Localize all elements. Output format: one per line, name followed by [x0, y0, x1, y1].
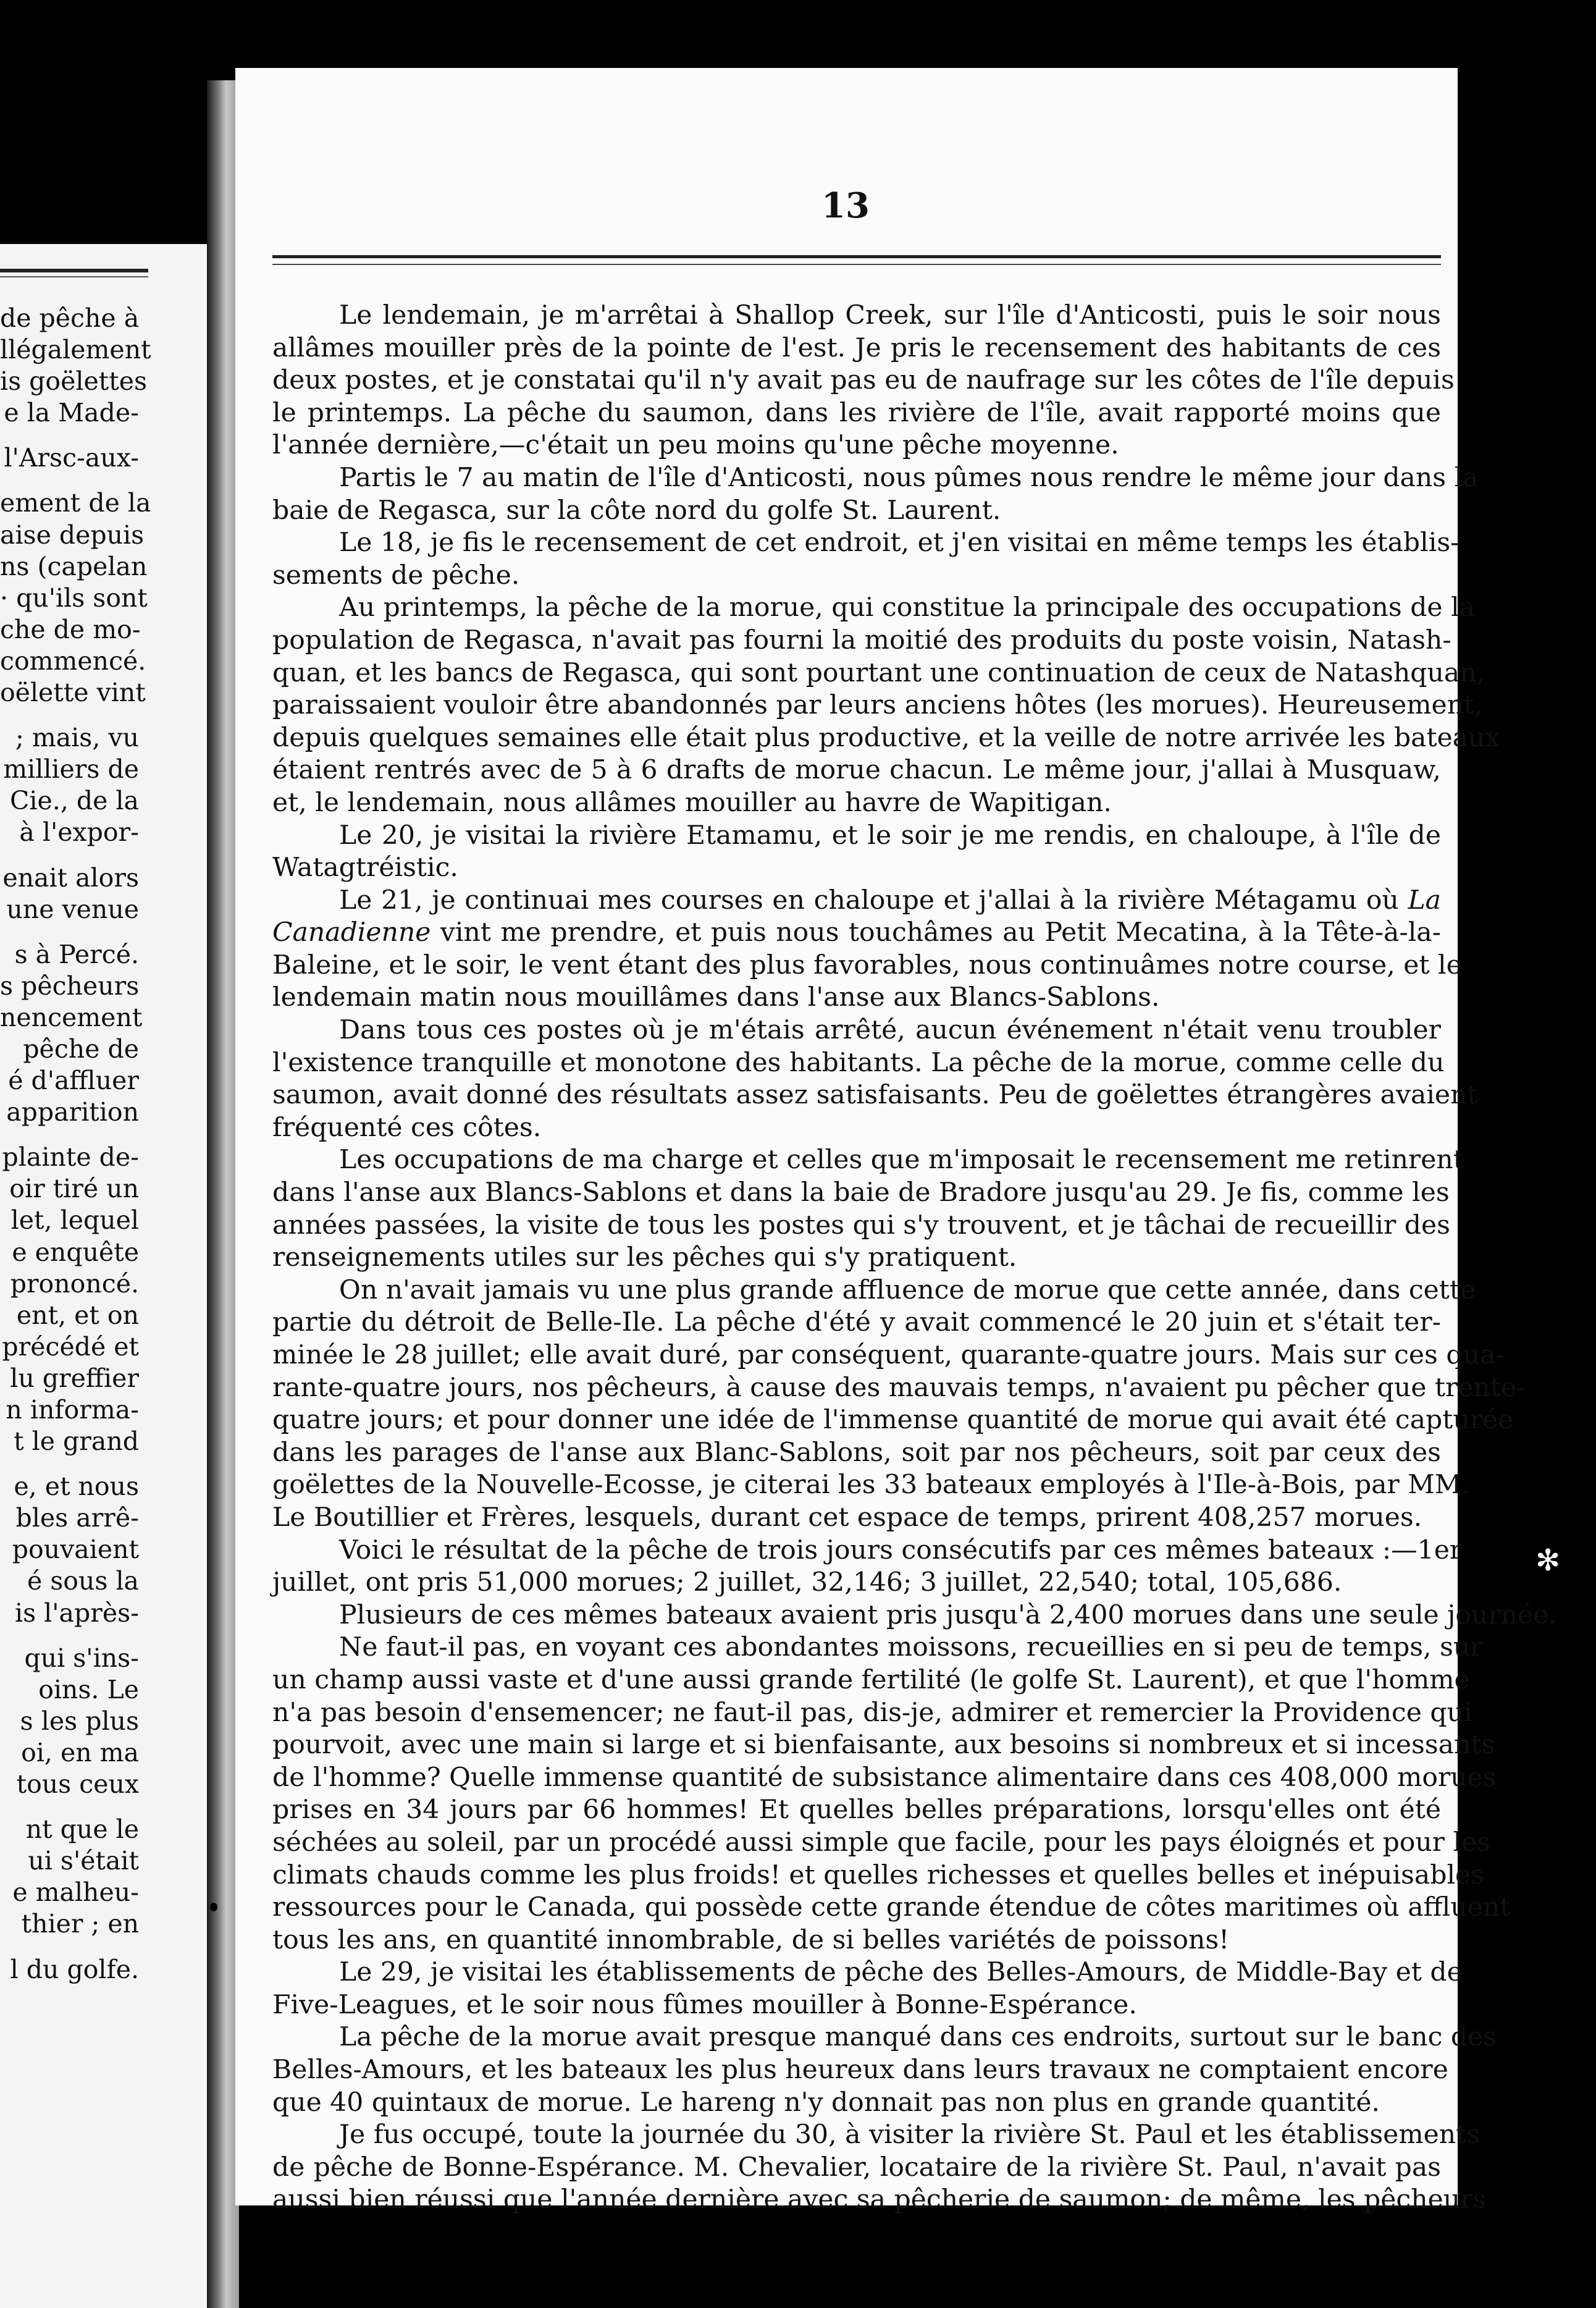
header-rule-thin	[272, 264, 1441, 265]
facing-page-line: let, lequel	[10, 1205, 139, 1236]
facing-page-line: e, et nous	[14, 1472, 139, 1502]
text-line: Dans tous ces postes où je m'étais arrêté, aucun événement n'était venu troubler	[339, 1015, 1441, 1046]
text-line: ressources pour le Canada, qui possède cette grande étendue de côtes maritimes où affluent	[272, 1892, 1511, 1923]
text-line: Ne faut-il pas, en voyant ces abondantes moissons, recueillies en si peu de temps, sur	[339, 1632, 1483, 1663]
facing-page-line: e malheu-	[12, 1877, 139, 1908]
facing-page-line: aise depuis	[0, 520, 145, 550]
text-line: Plusieurs de ces mêmes bateaux avaient pris jusqu'à 2,400 morues dans une seule journée.	[339, 1599, 1557, 1630]
facing-page-line: de pêche à	[0, 303, 140, 333]
margin-ornament: ✻	[1535, 1543, 1561, 1578]
text-line: l'année dernière,—c'était un peu moins qu'une pêche moyenne.	[272, 430, 1119, 461]
text-line: n'a pas besoin d'ensemencer; ne faut-il pas, dis-je, admirer et remercier la Providence qui	[272, 1697, 1472, 1728]
facing-page-line: nencement	[0, 1002, 143, 1032]
facing-page-line: che de mo-	[0, 614, 141, 644]
facing-page-line: bles arrê-	[15, 1503, 139, 1533]
text-line: Watagtréistic.	[272, 853, 458, 883]
facing-page-line: ement de la	[0, 488, 151, 518]
facing-page-line: é d'affluer	[8, 1066, 139, 1096]
facing-page-rule	[0, 269, 148, 272]
facing-page-line: oëlette vint	[0, 678, 146, 708]
text-line: séchées au soleil, par un procédé aussi simple que facile, pour les pays éloignés et pour les	[272, 1827, 1491, 1858]
text-line: aussi bien réussi que l'année dernière avec sa pêcherie de saumon; de même, les pêcheurs	[272, 2184, 1487, 2215]
text-line: Le lendemain, je m'arrêtai à Shallop Creek, sur l'île d'Anticosti, puis le soir nous	[339, 300, 1441, 331]
text-line: rante-quatre jours, nos pêcheurs, à cause des mauvais temps, n'avaient pu pêcher que trente-	[272, 1372, 1526, 1403]
text-line: Le 20, je visitai la rivière Etamamu, et le soir je me rendis, en chaloupe, à l'île de	[339, 820, 1441, 851]
text-line: Le 18, je fis le recensement de cet endroit, et j'en visitai en même temps les établis-	[339, 528, 1460, 558]
text-line: de l'homme? Quelle immense quantité de subsistance alimentaire dans ces 408,000 morues	[272, 1762, 1497, 1793]
text-line: quatre jours; et pour donner une idée de l'immense quantité de morue qui avait été capturée	[272, 1405, 1514, 1436]
text-line: de pêche de Bonne-Espérance. M. Chevalier, locataire de la rivière St. Paul, n'avait pas	[272, 2152, 1441, 2183]
facing-page-line: oins. Le	[38, 1674, 139, 1704]
text-line: années passées, la visite de tous les postes qui s'y trouvent, et je tâchai de recueillir des	[272, 1210, 1450, 1240]
facing-page-line: oir tiré un	[9, 1174, 139, 1204]
facing-page-line: ui s'était	[28, 1846, 139, 1876]
facing-page-line: is goëlettes	[0, 366, 148, 397]
facing-page-line: thier ; en	[21, 1909, 139, 1939]
text-line: climats chauds comme les plus froids! et quelles richesses et quelles belles et inépuisables	[272, 1859, 1484, 1890]
facing-page-line: milliers de	[3, 754, 139, 785]
text-line: Canadienne vint me prendre, et puis nous touchâmes au Petit Mecatina, à la Tête-à-la-	[272, 917, 1441, 948]
facing-page-line: ; mais, vu	[15, 723, 139, 753]
book-spine-shadow	[207, 80, 239, 2308]
facing-page-rule-thin	[0, 276, 148, 277]
facing-page-text	[0, 303, 151, 1986]
facing-page-line: l'Arsc-aux-	[4, 443, 139, 473]
text-line: le printemps. La pêche du saumon, dans les rivière de l'île, avait rapporté moins que	[272, 397, 1441, 428]
facing-page-line: lu greffier	[10, 1363, 139, 1393]
text-line: prises en 34 jours par 66 hommes! Et quelles belles préparations, lorsqu'elles ont été	[272, 1795, 1441, 1826]
facing-page-line: llégalement	[0, 335, 151, 365]
facing-page-line: commencé.	[0, 646, 146, 676]
text-line: allâmes mouiller près de la pointe de l'est. Je pris le recensement des habitants de ces	[272, 332, 1441, 363]
facing-page-line: Cie., de la	[10, 786, 139, 816]
text-line: La pêche de la morue avait presque manqué dans ces endroits, surtout sur le banc des	[339, 2022, 1497, 2053]
facing-page-line: ent, et on	[16, 1300, 139, 1330]
text-line: population de Regasca, n'avait pas fourni la moitié des produits du poste voisin, Natash-	[272, 625, 1451, 655]
text-line: lendemain matin nous mouillâmes dans l'anse aux Blancs-Sablons.	[272, 982, 1160, 1013]
body-text	[272, 300, 1557, 2217]
text-line: Les occupations de ma charge et celles que m'imposait le recensement me retinrent	[339, 1145, 1464, 1176]
facing-page-line: pêche de	[23, 1034, 139, 1064]
text-line: Belles-Amours, et les bateaux les plus heureux dans leurs travaux ne comptaient encore	[272, 2055, 1448, 2086]
text-line: baie de Regasca, sur la côte nord du golfe St. Laurent.	[272, 495, 1001, 526]
facing-page-line: oi, en ma	[21, 1737, 139, 1767]
text-line: goëlettes de la Nouvelle-Ecosse, je citerai les 33 bateaux employés à l'Ile-à-Bois, par MM.	[272, 1470, 1470, 1501]
header-rule	[272, 255, 1441, 258]
facing-page-line: e enquête	[12, 1237, 139, 1267]
facing-page-line: t le grand	[14, 1426, 139, 1457]
page-number: 13	[821, 185, 870, 226]
facing-page-fragment	[0, 244, 207, 2308]
text-line: partie du détroit de Belle-Ile. La pêche d'été y avait commencé le 20 juin et s'était ter-	[272, 1307, 1441, 1338]
facing-page-line: à l'expor-	[19, 817, 139, 848]
facing-page-gap	[0, 1800, 139, 1814]
facing-page-line: nt que le	[25, 1814, 139, 1845]
facing-page-line: apparition	[6, 1097, 139, 1127]
facing-page-line: ns (capelan	[0, 551, 148, 581]
text-line: deux postes, et je constatai qu'il n'y avait pas eu de naufrage sur les côtes de l'île depuis	[272, 365, 1455, 396]
facing-page-line: · qu'ils sont	[0, 583, 148, 613]
text-line: Five-Leagues, et le soir nous fûmes mouiller à Bonne-Espérance.	[272, 1989, 1137, 2020]
text-line: sements de pêche.	[272, 560, 520, 591]
facing-page-line: plainte de-	[2, 1142, 139, 1173]
text-line: Partis le 7 au matin de l'île d'Anticosti, nous pûmes nous rendre le même jour dans la	[339, 462, 1479, 493]
facing-page-line: précédé et	[2, 1331, 139, 1362]
spine-dot	[210, 1903, 217, 1911]
text-line: saumon, avait donné des résultats assez satisfaisants. Peu de goëlettes étrangères avaient	[272, 1080, 1478, 1111]
text-line: On n'avait jamais vu une plus grande affluence de morue que cette année, dans cette	[339, 1274, 1476, 1305]
text-line: Je fus occupé, toute la journée du 30, à visiter la rivière St. Paul et les établissements	[339, 2120, 1480, 2150]
text-line: tous les ans, en quantité innombrable, de si belles variétés de poissons!	[272, 1924, 1230, 1955]
facing-page-line: n informa-	[6, 1395, 139, 1425]
facing-page-gap	[0, 709, 139, 722]
facing-page-line: enait alors	[2, 862, 139, 893]
facing-page-line: s pêcheurs	[0, 971, 140, 1001]
text-line: Le 29, je visitai les établissements de pêche des Belles-Amours, de Middle-Bay et de	[339, 1957, 1463, 1988]
facing-page-line: is l'après-	[14, 1598, 139, 1628]
text-line: l'existence tranquille et monotone des habitants. La pêche de la morue, comme celle du	[272, 1047, 1445, 1078]
facing-page-line: pouvaient	[12, 1535, 139, 1565]
facing-page-gap	[0, 474, 139, 487]
facing-page-gap	[0, 1629, 139, 1643]
facing-page-gap	[0, 849, 139, 862]
facing-page-gap	[0, 1128, 139, 1142]
facing-page-line: tous ceux	[16, 1769, 139, 1800]
text-line: Le 21, je continuai mes courses en chaloupe et j'allai à la rivière Métagamu où La	[339, 885, 1441, 916]
facing-page-line: s les plus	[20, 1706, 139, 1736]
facing-page-gap	[0, 1940, 139, 1954]
text-line: dans l'anse aux Blancs-Sablons et dans la baie de Bradore jusqu'au 29. Je fis, comme les	[272, 1177, 1450, 1208]
text-line: fréquenté ces côtes.	[272, 1112, 542, 1143]
facing-page-line: e la Made-	[4, 398, 139, 428]
text-line: minée le 28 juillet; elle avait duré, par conséquent, quarante-quatre jours. Mais sur ces qua-	[272, 1340, 1505, 1370]
text-line: juillet, ont pris 51,000 morues; 2 juillet, 32,146; 3 juillet, 22,540; total, 105,686.	[272, 1567, 1342, 1598]
text-line: pourvoit, avec une main si large et si bienfaisante, aux besoins si nombreux et si incessants	[272, 1730, 1495, 1761]
facing-page-line: s à Percé.	[14, 939, 139, 969]
text-line: étaient rentrés avec de 5 à 6 drafts de morue chacun. Le même jour, j'allai à Musquaw,	[272, 755, 1441, 786]
facing-page-line: l du golfe.	[10, 1954, 139, 1984]
text-line: quan, et les bancs de Regasca, qui sont pourtant une continuation de ceux de Natashquan,	[272, 657, 1485, 688]
text-line: Voici le résultat de la pêche de trois jours consécutifs par ces mêmes bateaux :—1er	[339, 1535, 1463, 1565]
facing-page-gap	[0, 1457, 139, 1471]
text-line: Le Boutillier et Frères, lesquels, durant cet espace de temps, prirent 408,257 morues.	[272, 1502, 1422, 1533]
text-line: renseignements utiles sur les pêches qui s'y pratiquent.	[272, 1242, 1017, 1273]
facing-page-line: qui s'ins-	[24, 1643, 139, 1673]
text-line: que 40 quintaux de morue. Le hareng n'y donnait pas non plus en grande quantité.	[272, 2087, 1380, 2118]
text-line: depuis quelques semaines elle était plus productive, et la veille de notre arrivée les bateaux	[272, 722, 1500, 753]
facing-page-line: une venue	[6, 894, 139, 924]
text-line: paraissaient vouloir être abandonnés par leurs anciens hôtes (les morues). Heureusement,	[272, 690, 1483, 721]
facing-page-line: é sous la	[27, 1566, 139, 1596]
text-line: dans les parages de l'anse aux Blanc-Sablons, soit par nos pêcheurs, soit par ceux des	[272, 1437, 1441, 1468]
facing-page-line: prononcé.	[10, 1268, 139, 1299]
text-line: et, le lendemain, nous allâmes mouiller au havre de Wapitigan.	[272, 787, 1112, 818]
text-line: Au printemps, la pêche de la morue, qui constitue la principale des occupations de la	[339, 592, 1475, 623]
text-line: un champ aussi vaste et d'une aussi grande fertilité (le golfe St. Laurent), et que l'homme	[272, 1664, 1470, 1695]
text-line: Baleine, et le soir, le vent étant des plus favorables, nous continuâmes notre course, et le	[272, 950, 1462, 980]
facing-page-gap	[0, 925, 139, 939]
facing-page-gap	[0, 429, 139, 442]
